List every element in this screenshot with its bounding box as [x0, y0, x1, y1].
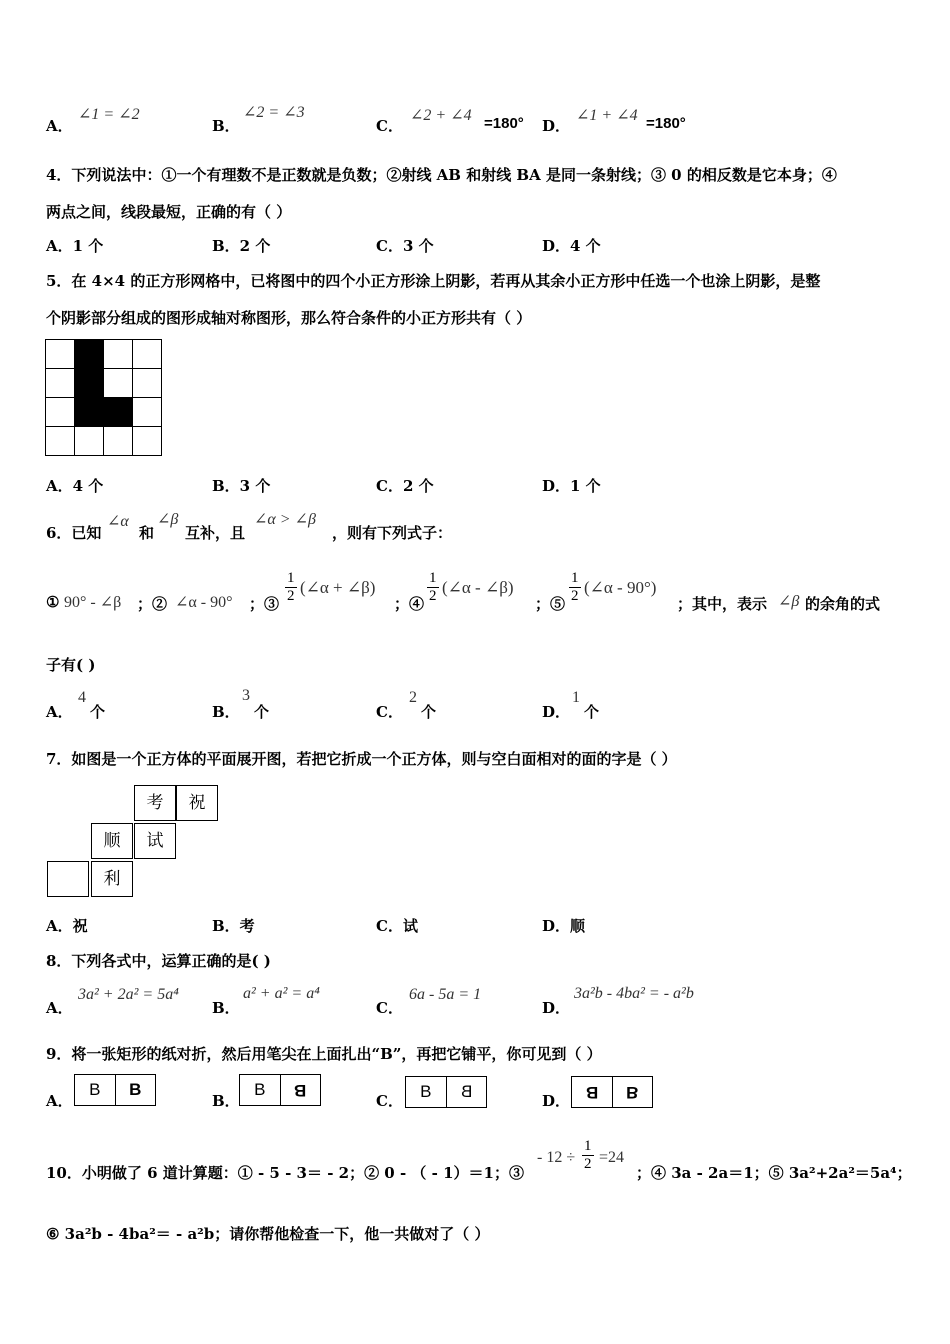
q8-option-c-label: C． [376, 999, 403, 1017]
q10-expr-num: 1 [584, 1138, 592, 1154]
q3-option-a-expr: ∠1 = ∠2 [78, 106, 140, 123]
q6-mid: 互补，且 [185, 524, 246, 542]
q6-alpha: ∠α [107, 513, 129, 530]
q9-card-c-left: B [420, 1082, 432, 1101]
q9-card-d [571, 1076, 653, 1108]
q6-option-b-label: B． [212, 703, 240, 721]
q6-end-beta: ∠β [778, 593, 800, 610]
q6-option-b-num: 3 [242, 687, 250, 704]
q9-card-d-right [612, 1077, 653, 1107]
q6-tail: ，则有下列式子： [332, 524, 453, 542]
q6-option-a-unit: 个 [90, 703, 106, 721]
net-cell-shi: 试 [134, 823, 176, 859]
q3-option-d-label: D． [542, 117, 571, 135]
q6-prefix: 6．已知 [46, 524, 102, 542]
q6-option-d-unit: 个 [584, 703, 600, 721]
q10-expr-right: =24 [599, 1149, 625, 1166]
q6-e5-half-num: 1 [571, 570, 579, 586]
q8-option-a-expr: 3a² + 2a² = 5a⁴ [78, 986, 179, 1003]
q6-end-tail: 的余角的式 [805, 595, 881, 613]
q9-card-d-right-letter: B [626, 1083, 639, 1102]
q8-option-d-expr: 3a²b - 4ba² = - a²b [574, 985, 694, 1002]
q10-part-2: ；④ 3a - 2a＝1；⑤ 3a²+2a²＝5a⁴； [636, 1164, 912, 1182]
net-cell-kao: 考 [134, 785, 176, 821]
q9-line-1: 9．将一张矩形的纸对折，然后用笔尖在上面扎出“B”，再把它铺平，你可见到（ ） [46, 1045, 602, 1063]
q6-e2: ∠α - 90° [175, 594, 233, 611]
q6-e5-half [569, 570, 581, 605]
q3-option-a-label: A． [46, 117, 73, 135]
q6-e4-mark: ；④ [394, 595, 425, 613]
q7-option-a: A．祝 [46, 917, 88, 935]
q8-line-1: 8．下列各式中，运算正确的是( ) [46, 952, 271, 970]
q9-card-a [74, 1074, 156, 1106]
q5-line-1: 5．在 4×4 的正方形网格中，已将图中的四个小正方形涂上阴影，若再从其余小正方形中任选一个也涂上阴影，是整 [46, 272, 821, 290]
q10-expr-frac [582, 1138, 594, 1173]
q6-e2-mark: ；② [137, 595, 168, 613]
q7-option-d: D．顺 [542, 917, 586, 935]
q6-e4: (∠α - ∠β) [442, 578, 514, 597]
q6-e3-mark: ；③ [249, 595, 280, 613]
q6-e3: (∠α + ∠β) [300, 578, 376, 597]
q6-option-d-label: D． [542, 703, 571, 721]
q5-option-b: B．3 个 [212, 477, 271, 495]
q9-option-b-label: B． [212, 1092, 240, 1110]
q6-e5: (∠α - 90°) [584, 578, 657, 597]
q6-option-c-unit: 个 [421, 703, 437, 721]
q3-option-b-expr: ∠2 = ∠3 [243, 104, 305, 121]
q6-e4-half [427, 570, 439, 605]
q3-option-b-label: B． [212, 117, 240, 135]
q9-card-a-left: B [89, 1080, 101, 1099]
q5-option-a: A．4 个 [46, 477, 104, 495]
q8-option-b-expr: a² + a² = a⁴ [243, 985, 320, 1002]
q6-e3-half-num: 1 [287, 570, 295, 586]
q8-option-d-label: D． [542, 999, 571, 1017]
q9-option-c-label: C． [376, 1092, 403, 1110]
q8-option-c-expr: 6a - 5a = 1 [409, 986, 482, 1003]
q7-option-b: B．考 [212, 917, 255, 935]
q9-card-b-right [280, 1075, 321, 1105]
q6-e1-mark: ① [46, 593, 60, 611]
q10-expr-den: 2 [584, 1156, 592, 1172]
q8-option-b-label: B． [212, 999, 240, 1017]
q9-card-b-right-letter: B [294, 1081, 307, 1100]
q5-grid-figure [45, 339, 162, 456]
q6-e4-half-den: 2 [429, 588, 437, 604]
q5-line-2: 个阴影部分组成的图形成轴对称图形，那么符合条件的小正方形共有（ ） [46, 309, 532, 327]
q6-option-a-num: 4 [78, 689, 86, 706]
q9-card-a-right: B [115, 1075, 156, 1105]
q4-option-a: A．1 个 [46, 237, 104, 255]
q9-card-b-left: B [254, 1080, 266, 1099]
q6-e3-half [285, 570, 297, 605]
q10-expr-left: - 12 ÷ [537, 1149, 576, 1166]
q9-card-c-right [446, 1077, 487, 1107]
q9-card-d-left [572, 1077, 612, 1107]
net-cell-zhu: 祝 [176, 785, 218, 821]
q6-e1: 90° - ∠β [64, 594, 122, 611]
q4-line-2: 两点之间，线段最短，正确的有（ ） [46, 203, 292, 221]
net-cell-li: 利 [91, 861, 133, 897]
q5-option-c: C．2 个 [376, 477, 434, 495]
q6-option-d-num: 1 [572, 689, 580, 706]
q10-part-1: 10．小明做了 6 道计算题：① - 5 - 3＝ - 2；② 0 - （ - 1）＝1；③ [46, 1164, 524, 1182]
q6-beta: ∠β [157, 511, 179, 528]
q7-option-c: C．试 [376, 917, 418, 935]
q6-e5-mark: ；⑤ [535, 595, 566, 613]
q3-option-c-expr: ∠2 + ∠4 [410, 107, 472, 124]
q4-option-b: B．2 个 [212, 237, 271, 255]
q6-option-c-num: 2 [409, 689, 417, 706]
q9-card-c [405, 1076, 487, 1108]
q4-line-1: 4．下列说法中：①一个有理数不是正数就是负数；②射线 AB 和射线 BA 是同一条射线；③ 0 的相反数是它本身；④ [46, 166, 837, 184]
q5-option-d: D．1 个 [542, 477, 601, 495]
q6-e5-half-den: 2 [571, 588, 579, 604]
q3-option-c-suffix: =180° [484, 115, 524, 132]
q4-option-c: C．3 个 [376, 237, 434, 255]
q9-option-d-label: D． [542, 1092, 571, 1110]
q9-card-d-left-letter: B [585, 1083, 598, 1102]
q9-card-c-right-letter: B [460, 1082, 472, 1101]
q4-option-d: D．4 个 [542, 237, 601, 255]
q6-e3-half-den: 2 [287, 588, 295, 604]
q10-line-2: ⑥ 3a²b - 4ba²＝ - a²b；请你帮他检查一下，他一共做对了（ ） [46, 1225, 490, 1243]
q8-option-a-label: A． [46, 999, 73, 1017]
q3-option-d-expr: ∠1 + ∠4 [576, 107, 638, 124]
q7-line-1: 7．如图是一个正方体的平面展开图，若把它折成一个正方体，则与空白面相对的面的字是（ ） [46, 750, 677, 768]
net-cell-blank [47, 861, 89, 897]
q3-option-c-label: C． [376, 117, 403, 135]
q3-option-d-suffix: =180° [646, 115, 686, 132]
q9-card-b [239, 1074, 321, 1106]
q6-line-3: 子有( ) [46, 656, 96, 674]
q6-option-c-label: C． [376, 703, 403, 721]
q6-and: 和 [139, 524, 155, 542]
q6-e4-half-num: 1 [429, 570, 437, 586]
q6-inequality: ∠α > ∠β [254, 511, 316, 528]
q6-option-b-unit: 个 [254, 703, 270, 721]
q9-option-a-label: A． [46, 1092, 73, 1110]
q6-end: ；其中，表示 [677, 595, 768, 613]
q6-option-a-label: A． [46, 703, 73, 721]
net-cell-shun: 顺 [91, 823, 133, 859]
